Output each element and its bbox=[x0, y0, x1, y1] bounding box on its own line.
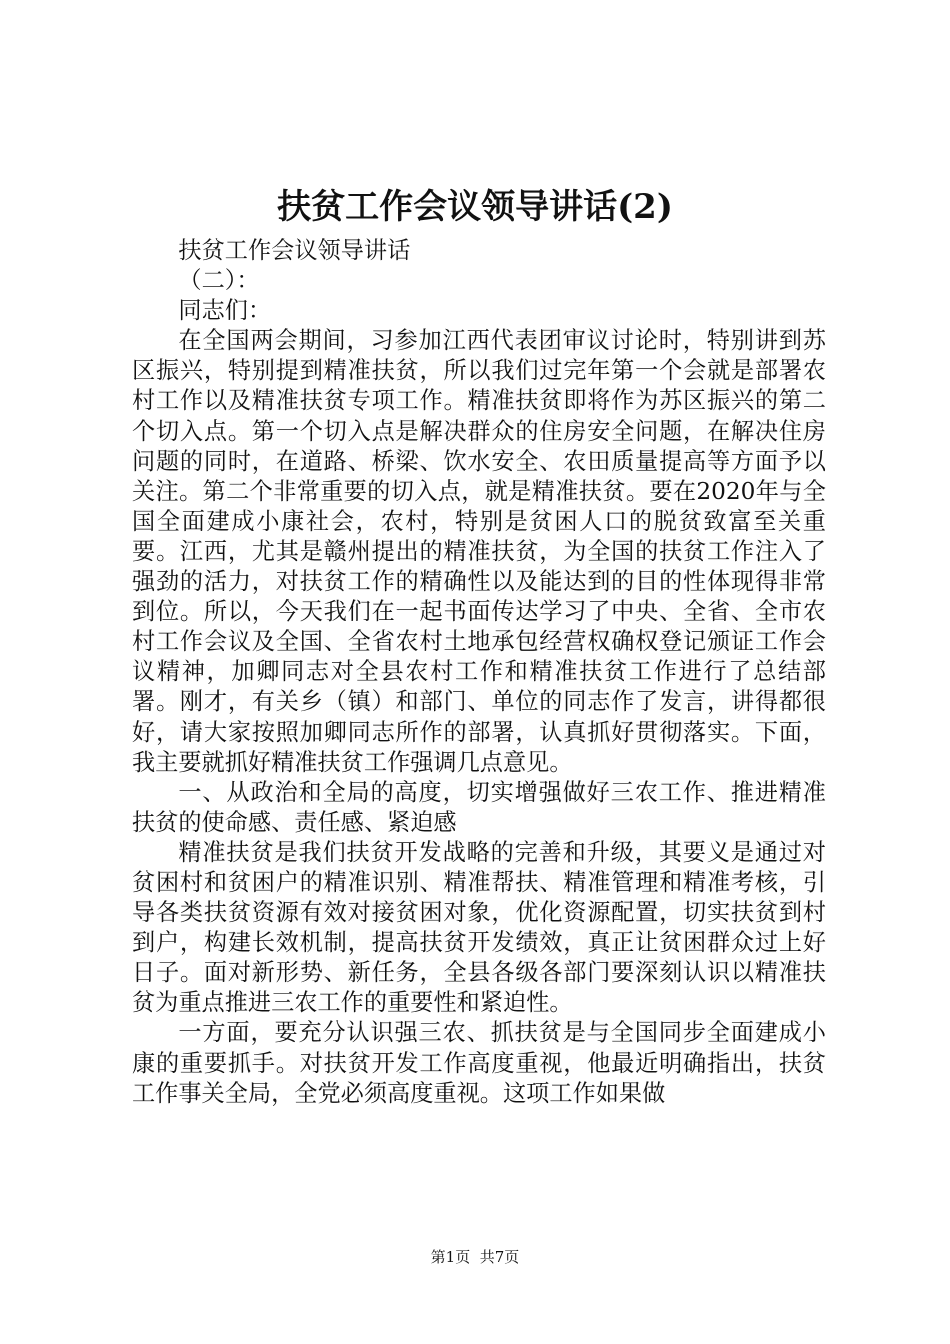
paragraph: 在全国两会期间，习参加江西代表团审议讨论时，特别讲到苏区振兴，特别提到精准扶贫，所以我们过完年第一个会就是部署农村工作以及精准扶贫专项工作。精准扶贫即将作为苏区振兴的第二个切入点。第一个切入点是解决群众的住房安全问题，在解决住房问题的同时，在道路、桥梁、饮水安全、农田质量提高等方面予以关注。第二个非常重要的切入点，就是精准扶贫。要在2020年与全国全面建成小康社会，农村，特别是贫困人口的脱贫致富至关重要。江西，尤其是赣州提出的精准扶贫，为全国的扶贫工作注入了强劲的活力，对扶贫工作的精确性以及能达到的目的性体现得非常到位。所以，今天我们在一起书面传达学习了中央、全省、全市农村工作会议及全国、全省农村土地承包经营权确权登记颁证工作会议精神，加卿同志对全县农村工作和精准扶贫工作进行了总结部署。刚才，有关乡（镇）和部门、单位的同志作了发言，讲得都很好，请大家按照加卿同志所作的部署，认真抓好贯彻落实。下面，我主要就抓好精准扶贫工作强调几点意见。 bbox=[132, 327, 826, 776]
page-footer bbox=[0, 1247, 950, 1267]
section-heading: 一、从政治和全局的高度，切实增强做好三农工作、推进精准扶贫的使命感、责任感、紧迫感 bbox=[132, 778, 826, 836]
page-number: 第1页 bbox=[430, 1248, 471, 1266]
subtitle-line: 扶贫工作会议领导讲话 bbox=[178, 237, 411, 264]
paragraph: 一方面，要充分认识强三农、抓扶贫是与全国同步全面建成小康的重要抓手。对扶贫开发工作高度重视，他最近明确指出，扶贫工作事关全局，全党必须高度重视。这项工作如果做 bbox=[132, 1019, 826, 1107]
paragraph: 精准扶贫是我们扶贫开发战略的完善和升级，其要义是通过对贫困村和贫困户的精准识别、精准帮扶、精准管理和精准考核，引导各类扶贫资源有效对接贫困对象，优化资源配置，切实扶贫到村到户，构建长效机制，提高扶贫开发绩效，真正让贫困群众过上好日子。面对新形势、新任务，全县各级各部门要深刻认识以精准扶贫为重点推进三农工作的重要性和紧迫性。 bbox=[132, 838, 826, 1017]
page-total: 共7页 bbox=[479, 1248, 520, 1266]
document-body bbox=[132, 236, 826, 1109]
salutation: 同志们： bbox=[178, 297, 272, 325]
subtitle-number: （二）： bbox=[178, 267, 260, 295]
document-title: 扶贫工作会议领导讲话(2) bbox=[277, 187, 673, 227]
